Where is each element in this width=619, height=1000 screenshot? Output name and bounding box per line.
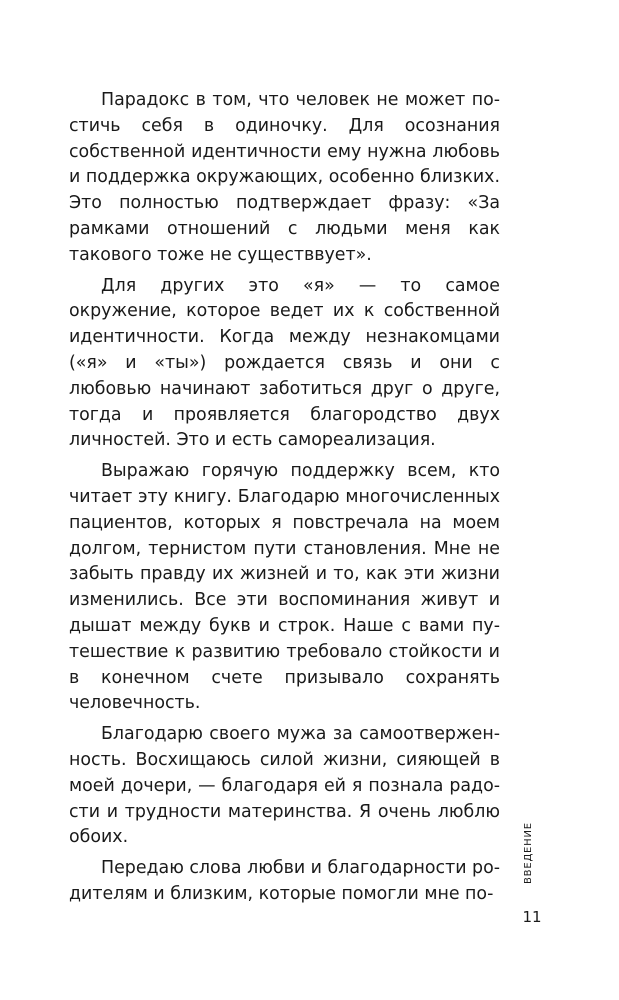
body-text (69, 88, 500, 908)
paragraph: Для других это «я» — то самое окружение, которое ведет их к собственной идентичности. Когда между незнакомцами («я» и «ты») рождается связь и они с любовью начинают заботиться друг о друге, тогда и проявляется благородство двух личностей. Это и есть самореализация. (69, 275, 500, 451)
page-number: 11 (522, 908, 542, 926)
paragraph: Благодарю своего мужа за самоотверженность. Восхищаюсь силой жизни, сияющей в моей дочери, — благодаря ей я познала радости и трудности материнства. Я очень люблю обоих. (69, 724, 500, 848)
running-head: ВВЕДЕНИЕ (523, 822, 534, 884)
paragraph: Парадокс в том, что человек не может постичь себя в одиночку. Для осознания собственной идентичности ему нужна любовь и поддержка окружающих, особенно близких. Это полностью подтверждает фразу: «За рамками отношений с людьми меня как такового тоже не существвует». (69, 90, 500, 265)
paragraph: Передаю слова любви и благодарности родителям и близким, которые помогли мне по- (69, 858, 500, 904)
paragraph: Выражаю горячую поддержку всем, кто читает эту книгу. Благодарю многочисленных пациентов, которых я повстречала на моем долгом, тернистом пути становления. Мне не забыть правду их жизней и то, как эти жизни изменились. Все эти воспоминания живут и дышат между букв и строк. Наше с вами путешествие к развитию требовало стойкости и в конечном счете призывало сохранять человечность. (69, 461, 500, 714)
